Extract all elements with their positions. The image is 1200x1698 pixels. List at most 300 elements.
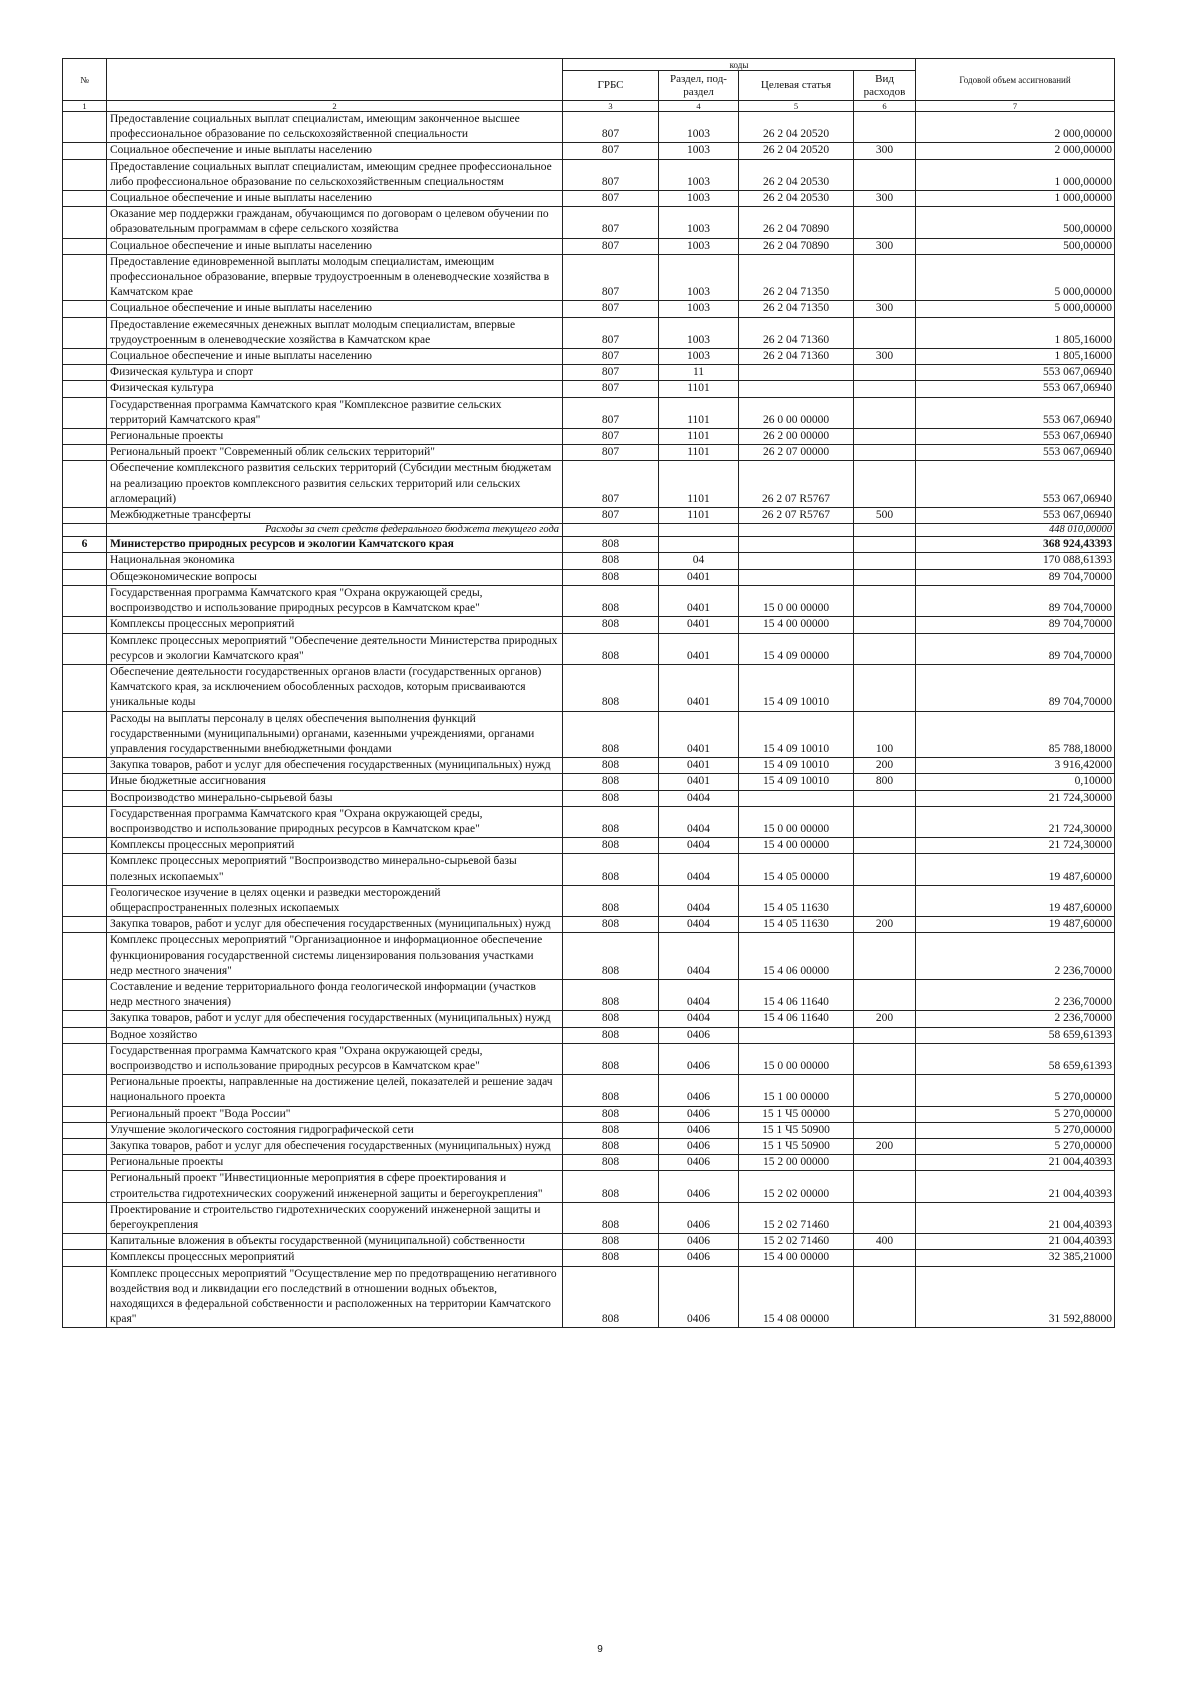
cell-name: Обеспечение деятельности государственных органов власти (государственных органов) Камчатского края, за исключением обособленных расходов, которым присваиваются уникальные коды <box>107 664 563 711</box>
cell-target: 15 4 09 10010 <box>739 664 854 711</box>
cell-name: Обеспечение комплексного развития сельских территорий (Субсидии местным бюджетам на реализацию проектов комплексного развития сельских территорий или сельских агломераций) <box>107 461 563 508</box>
cell-amount: 21 724,30000 <box>916 838 1115 854</box>
cell-section: 1003 <box>659 254 739 301</box>
cell-name: Общеэкономические вопросы <box>107 569 563 585</box>
cell-name: Оказание мер поддержки гражданам, обучающимся по договорам о целевом обучении по образовательным программам в сфере сельского хозяйства <box>107 207 563 238</box>
cell-section: 0404 <box>659 1011 739 1027</box>
cell-name: Социальное обеспечение и иные выплаты населению <box>107 238 563 254</box>
cell-num <box>63 838 107 854</box>
table-row <box>63 1075 1115 1106</box>
cell-grbs: 807 <box>563 508 659 524</box>
budget-table-sheet <box>62 58 1114 1328</box>
cell-section: 0406 <box>659 1139 739 1155</box>
header-section: Раздел, под-раздел <box>659 71 739 101</box>
cell-name: Предоставление социальных выплат специалистам, имеющим среднее профессиональное либо профессиональное образование по сельскохозяйственным специальностям <box>107 159 563 190</box>
cell-name: Комплексы процессных мероприятий <box>107 1250 563 1266</box>
cell-section <box>659 524 739 537</box>
table-row <box>63 159 1115 190</box>
cell-section: 0406 <box>659 1155 739 1171</box>
cell-target: 15 4 06 11640 <box>739 1011 854 1027</box>
cell-section: 0401 <box>659 617 739 633</box>
col-number-4: 4 <box>659 101 739 112</box>
table-row <box>63 774 1115 790</box>
cell-expense-type <box>854 664 916 711</box>
cell-grbs: 808 <box>563 1011 659 1027</box>
cell-grbs: 807 <box>563 349 659 365</box>
cell-section: 1003 <box>659 191 739 207</box>
cell-name: Закупка товаров, работ и услуг для обеспечения государственных (муниципальных) нужд <box>107 1139 563 1155</box>
cell-target: 15 4 09 10010 <box>739 711 854 758</box>
cell-section: 11 <box>659 365 739 381</box>
cell-num <box>63 979 107 1010</box>
col-number-2: 2 <box>107 101 563 112</box>
header-amount: Годовой объем ассигнований <box>916 59 1115 101</box>
cell-target <box>739 553 854 569</box>
cell-num <box>63 806 107 837</box>
cell-section: 1003 <box>659 143 739 159</box>
cell-section: 1101 <box>659 445 739 461</box>
cell-name: Государственная программа Камчатского края "Охрана окружающей среды, воспроизводство и использование природных ресурсов в Камчатском крае" <box>107 585 563 616</box>
cell-grbs: 807 <box>563 159 659 190</box>
cell-target: 15 0 00 00000 <box>739 806 854 837</box>
table-row <box>63 1171 1115 1202</box>
cell-section: 0406 <box>659 1250 739 1266</box>
cell-expense-type <box>854 1202 916 1233</box>
cell-name: Физическая культура <box>107 381 563 397</box>
cell-grbs: 808 <box>563 917 659 933</box>
cell-name: Воспроизводство минерально-сырьевой базы <box>107 790 563 806</box>
table-row <box>63 854 1115 885</box>
table-body <box>63 112 1115 1328</box>
col-number-3: 3 <box>563 101 659 112</box>
cell-num <box>63 1043 107 1074</box>
cell-target: 15 4 06 00000 <box>739 933 854 980</box>
cell-expense-type <box>854 617 916 633</box>
cell-amount: 553 067,06940 <box>916 445 1115 461</box>
cell-expense-type <box>854 633 916 664</box>
cell-section: 1003 <box>659 112 739 143</box>
cell-target <box>739 381 854 397</box>
table-row <box>63 790 1115 806</box>
cell-num <box>63 191 107 207</box>
cell-expense-type: 200 <box>854 1139 916 1155</box>
cell-section: 0404 <box>659 933 739 980</box>
table-row <box>63 112 1115 143</box>
table-row <box>63 1106 1115 1122</box>
cell-amount: 31 592,88000 <box>916 1266 1115 1328</box>
cell-section: 0406 <box>659 1075 739 1106</box>
cell-name: Расходы на выплаты персоналу в целях обеспечения выполнения функций государственными (муниципальными) органами, казенными учреждениями, органами управления государственными внебюджетными фондами <box>107 711 563 758</box>
cell-amount: 2 000,00000 <box>916 143 1115 159</box>
cell-name: Социальное обеспечение и иные выплаты населению <box>107 349 563 365</box>
table-row <box>63 885 1115 916</box>
cell-target: 26 2 04 20530 <box>739 159 854 190</box>
cell-target: 26 2 07 R5767 <box>739 461 854 508</box>
cell-grbs: 808 <box>563 537 659 553</box>
cell-section: 1101 <box>659 381 739 397</box>
cell-grbs: 807 <box>563 207 659 238</box>
cell-target: 15 1 Ч5 50900 <box>739 1122 854 1138</box>
cell-expense-type <box>854 1075 916 1106</box>
cell-amount: 89 704,70000 <box>916 585 1115 616</box>
cell-grbs: 808 <box>563 933 659 980</box>
cell-num <box>63 1122 107 1138</box>
cell-num <box>63 1011 107 1027</box>
cell-grbs: 808 <box>563 585 659 616</box>
cell-target <box>739 1027 854 1043</box>
cell-amount: 0,10000 <box>916 774 1115 790</box>
cell-name: Комплексы процессных мероприятий <box>107 617 563 633</box>
cell-expense-type <box>854 159 916 190</box>
table-row <box>63 569 1115 585</box>
cell-target: 15 4 00 00000 <box>739 838 854 854</box>
cell-amount: 5 270,00000 <box>916 1122 1115 1138</box>
cell-num <box>63 508 107 524</box>
cell-target: 15 4 05 11630 <box>739 885 854 916</box>
cell-section: 0406 <box>659 1043 739 1074</box>
cell-target: 26 2 04 20520 <box>739 112 854 143</box>
cell-name: Закупка товаров, работ и услуг для обеспечения государственных (муниципальных) нужд <box>107 917 563 933</box>
cell-grbs: 808 <box>563 1234 659 1250</box>
table-row <box>63 537 1115 553</box>
cell-target: 15 2 02 00000 <box>739 1171 854 1202</box>
cell-section: 1101 <box>659 397 739 428</box>
cell-num <box>63 758 107 774</box>
header-num: № <box>63 59 107 101</box>
table-row <box>63 524 1115 537</box>
cell-amount: 89 704,70000 <box>916 633 1115 664</box>
cell-num <box>63 397 107 428</box>
cell-amount: 1 805,16000 <box>916 349 1115 365</box>
cell-grbs: 808 <box>563 838 659 854</box>
cell-name: Государственная программа Камчатского края "Охрана окружающей среды, воспроизводство и использование природных ресурсов в Камчатском крае" <box>107 806 563 837</box>
cell-grbs: 808 <box>563 979 659 1010</box>
table-row <box>63 979 1115 1010</box>
cell-amount: 32 385,21000 <box>916 1250 1115 1266</box>
cell-amount: 21 004,40393 <box>916 1234 1115 1250</box>
cell-expense-type <box>854 429 916 445</box>
cell-target: 15 4 06 11640 <box>739 979 854 1010</box>
col-number-1: 1 <box>63 101 107 112</box>
cell-name: Закупка товаров, работ и услуг для обеспечения государственных (муниципальных) нужд <box>107 1011 563 1027</box>
cell-section: 1101 <box>659 461 739 508</box>
cell-target: 26 2 04 70890 <box>739 238 854 254</box>
cell-name: Предоставление ежемесячных денежных выплат молодым специалистам, впервые трудоустроенным в оленеводческие хозяйства в Камчатском крае <box>107 317 563 348</box>
cell-section: 0406 <box>659 1266 739 1328</box>
cell-amount: 89 704,70000 <box>916 664 1115 711</box>
cell-grbs: 808 <box>563 790 659 806</box>
cell-num <box>63 553 107 569</box>
cell-name: Улучшение экологического состояния гидрографической сети <box>107 1122 563 1138</box>
cell-section: 0401 <box>659 758 739 774</box>
cell-name: Капитальные вложения в объекты государственной (муниципальной) собственности <box>107 1234 563 1250</box>
cell-num <box>63 1171 107 1202</box>
header-expense-type: Вид расходов <box>854 71 916 101</box>
cell-name: Проектирование и строительство гидротехнических сооружений инженерной защиты и берегоукрепления <box>107 1202 563 1233</box>
cell-amount: 21 724,30000 <box>916 790 1115 806</box>
cell-expense-type: 300 <box>854 143 916 159</box>
cell-amount: 2 236,70000 <box>916 979 1115 1010</box>
cell-grbs: 808 <box>563 1155 659 1171</box>
cell-target: 15 0 00 00000 <box>739 585 854 616</box>
cell-name: Комплекс процессных мероприятий "Организационное и информационное обеспечение функционирования государственной системы лицензирования пользования участками недр местного значения" <box>107 933 563 980</box>
cell-num <box>63 381 107 397</box>
cell-amount: 1 000,00000 <box>916 191 1115 207</box>
cell-amount: 19 487,60000 <box>916 885 1115 916</box>
cell-grbs: 808 <box>563 553 659 569</box>
cell-target: 15 1 Ч5 50900 <box>739 1139 854 1155</box>
table-row <box>63 711 1115 758</box>
table-row <box>63 301 1115 317</box>
cell-target: 15 2 00 00000 <box>739 1155 854 1171</box>
cell-target: 26 2 07 00000 <box>739 445 854 461</box>
cell-grbs: 808 <box>563 1266 659 1328</box>
cell-target: 26 2 04 71360 <box>739 349 854 365</box>
cell-expense-type: 200 <box>854 917 916 933</box>
cell-amount: 553 067,06940 <box>916 397 1115 428</box>
table-row <box>63 381 1115 397</box>
cell-section: 0401 <box>659 585 739 616</box>
table-row <box>63 1202 1115 1233</box>
cell-expense-type: 100 <box>854 711 916 758</box>
cell-section: 1003 <box>659 207 739 238</box>
cell-target <box>739 790 854 806</box>
cell-amount: 553 067,06940 <box>916 429 1115 445</box>
cell-grbs: 808 <box>563 633 659 664</box>
cell-name: Предоставление единовременной выплаты молодым специалистам, имеющим профессиональное образование, впервые трудоустроенным в оленеводческие хозяйства в Камчатском крае <box>107 254 563 301</box>
cell-num <box>63 349 107 365</box>
cell-grbs: 807 <box>563 112 659 143</box>
table-row <box>63 1027 1115 1043</box>
cell-name: Комплекс процессных мероприятий "Обеспечение деятельности Министерства природных ресурсов и экологии Камчатского края" <box>107 633 563 664</box>
cell-name: Государственная программа Камчатского края "Комплексное развитие сельских территорий Камчатского края" <box>107 397 563 428</box>
cell-expense-type <box>854 1250 916 1266</box>
cell-target: 26 2 04 20520 <box>739 143 854 159</box>
cell-num <box>63 711 107 758</box>
cell-expense-type <box>854 112 916 143</box>
table-row <box>63 191 1115 207</box>
cell-target: 15 4 09 10010 <box>739 758 854 774</box>
table-row <box>63 1250 1115 1266</box>
cell-target: 15 4 08 00000 <box>739 1266 854 1328</box>
cell-expense-type <box>854 381 916 397</box>
cell-section: 0404 <box>659 917 739 933</box>
cell-grbs: 807 <box>563 191 659 207</box>
cell-amount: 368 924,43393 <box>916 537 1115 553</box>
cell-target: 26 2 04 71360 <box>739 317 854 348</box>
cell-expense-type: 300 <box>854 301 916 317</box>
cell-num <box>63 317 107 348</box>
cell-num <box>63 585 107 616</box>
page-number: 9 <box>597 1644 603 1655</box>
cell-section: 0401 <box>659 711 739 758</box>
cell-name: Комплекс процессных мероприятий "Воспроизводство минерально-сырьевой базы полезных ископаемых" <box>107 854 563 885</box>
cell-expense-type <box>854 1171 916 1202</box>
table-row <box>63 349 1115 365</box>
cell-num <box>63 461 107 508</box>
cell-target: 15 4 09 00000 <box>739 633 854 664</box>
cell-grbs: 807 <box>563 397 659 428</box>
cell-expense-type <box>854 397 916 428</box>
cell-expense-type <box>854 461 916 508</box>
table-row <box>63 254 1115 301</box>
cell-grbs: 808 <box>563 885 659 916</box>
cell-amount: 2 000,00000 <box>916 112 1115 143</box>
cell-amount: 19 487,60000 <box>916 917 1115 933</box>
cell-amount: 2 236,70000 <box>916 1011 1115 1027</box>
cell-target: 26 2 04 71350 <box>739 301 854 317</box>
cell-amount: 21 724,30000 <box>916 806 1115 837</box>
cell-num <box>63 664 107 711</box>
cell-target: 26 2 04 71350 <box>739 254 854 301</box>
cell-expense-type <box>854 553 916 569</box>
cell-amount: 89 704,70000 <box>916 617 1115 633</box>
cell-expense-type: 200 <box>854 758 916 774</box>
cell-num <box>63 617 107 633</box>
cell-amount: 1 805,16000 <box>916 317 1115 348</box>
cell-expense-type <box>854 537 916 553</box>
header-name <box>107 59 563 101</box>
cell-section: 0404 <box>659 806 739 837</box>
cell-expense-type: 800 <box>854 774 916 790</box>
cell-name: Геологическое изучение в целях оценки и разведки месторождений общераспространенных полезных ископаемых <box>107 885 563 916</box>
cell-section: 1003 <box>659 159 739 190</box>
cell-name: Региональный проект "Вода России" <box>107 1106 563 1122</box>
cell-target: 15 2 02 71460 <box>739 1202 854 1233</box>
cell-expense-type: 400 <box>854 1234 916 1250</box>
cell-num <box>63 774 107 790</box>
cell-grbs: 807 <box>563 365 659 381</box>
cell-section: 1003 <box>659 238 739 254</box>
table-row <box>63 758 1115 774</box>
cell-section: 0404 <box>659 885 739 916</box>
cell-amount: 85 788,18000 <box>916 711 1115 758</box>
cell-section: 0406 <box>659 1202 739 1233</box>
cell-num <box>63 238 107 254</box>
cell-grbs: 808 <box>563 569 659 585</box>
table-row <box>63 1139 1115 1155</box>
cell-expense-type <box>854 254 916 301</box>
cell-amount: 19 487,60000 <box>916 854 1115 885</box>
cell-name: Государственная программа Камчатского края "Охрана окружающей среды, воспроизводство и использование природных ресурсов в Камчатском крае" <box>107 1043 563 1074</box>
cell-section: 1101 <box>659 508 739 524</box>
table-row <box>63 238 1115 254</box>
cell-name: Социальное обеспечение и иные выплаты населению <box>107 143 563 159</box>
cell-num <box>63 445 107 461</box>
cell-target <box>739 365 854 381</box>
cell-grbs: 808 <box>563 711 659 758</box>
cell-num <box>63 1139 107 1155</box>
cell-expense-type: 300 <box>854 349 916 365</box>
cell-amount: 58 659,61393 <box>916 1043 1115 1074</box>
cell-grbs: 808 <box>563 617 659 633</box>
cell-section: 0404 <box>659 979 739 1010</box>
cell-grbs: 808 <box>563 1027 659 1043</box>
cell-name: Социальное обеспечение и иные выплаты населению <box>107 301 563 317</box>
cell-section: 1003 <box>659 317 739 348</box>
cell-name: Иные бюджетные ассигнования <box>107 774 563 790</box>
table-row <box>63 365 1115 381</box>
cell-amount: 553 067,06940 <box>916 508 1115 524</box>
cell-name: Региональные проекты <box>107 429 563 445</box>
cell-grbs: 807 <box>563 461 659 508</box>
cell-name: Комплекс процессных мероприятий "Осуществление мер по предотвращению негативного воздействия вод и ликвидации его последствий в отношении водных объектов, находящихся в федеральной собственности и расположенных на территории Камчатского края" <box>107 1266 563 1328</box>
table-row <box>63 1266 1115 1328</box>
cell-grbs: 808 <box>563 774 659 790</box>
cell-expense-type <box>854 1106 916 1122</box>
cell-grbs: 808 <box>563 664 659 711</box>
cell-num <box>63 301 107 317</box>
table-row <box>63 317 1115 348</box>
cell-num <box>63 933 107 980</box>
cell-expense-type <box>854 569 916 585</box>
cell-target: 15 2 02 71460 <box>739 1234 854 1250</box>
table-row <box>63 508 1115 524</box>
cell-name: Национальная экономика <box>107 553 563 569</box>
table-row <box>63 1122 1115 1138</box>
cell-name: Региональные проекты, направленные на достижение целей, показателей и решение задач национального проекта <box>107 1075 563 1106</box>
header-grbs: ГРБС <box>563 71 659 101</box>
table-row <box>63 429 1115 445</box>
cell-num <box>63 854 107 885</box>
table-row <box>63 617 1115 633</box>
cell-amount: 3 916,42000 <box>916 758 1115 774</box>
cell-grbs: 807 <box>563 317 659 348</box>
cell-section: 0404 <box>659 854 739 885</box>
cell-name: Межбюджетные трансферты <box>107 508 563 524</box>
col-number-5: 5 <box>739 101 854 112</box>
table-row <box>63 445 1115 461</box>
cell-num <box>63 159 107 190</box>
cell-target: 26 2 07 R5767 <box>739 508 854 524</box>
cell-name: Составление и ведение территориального фонда геологической информации (участков недр местного значения) <box>107 979 563 1010</box>
cell-grbs: 807 <box>563 254 659 301</box>
cell-target: 15 4 05 00000 <box>739 854 854 885</box>
cell-grbs: 808 <box>563 758 659 774</box>
cell-name: Расходы за счет средств федерального бюджета текущего года <box>107 524 563 537</box>
cell-grbs <box>563 524 659 537</box>
cell-num <box>63 1266 107 1328</box>
table-row <box>63 806 1115 837</box>
cell-amount: 448 010,00000 <box>916 524 1115 537</box>
cell-section: 04 <box>659 553 739 569</box>
cell-amount: 500,00000 <box>916 238 1115 254</box>
cell-num <box>63 885 107 916</box>
cell-amount: 5 000,00000 <box>916 254 1115 301</box>
table-row <box>63 917 1115 933</box>
table-row <box>63 207 1115 238</box>
cell-target: 15 0 00 00000 <box>739 1043 854 1074</box>
cell-grbs: 808 <box>563 1139 659 1155</box>
cell-section <box>659 537 739 553</box>
cell-section: 0406 <box>659 1234 739 1250</box>
cell-section: 1003 <box>659 301 739 317</box>
cell-name: Закупка товаров, работ и услуг для обеспечения государственных (муниципальных) нужд <box>107 758 563 774</box>
cell-grbs: 808 <box>563 1122 659 1138</box>
cell-amount: 553 067,06940 <box>916 381 1115 397</box>
cell-target: 15 4 09 10010 <box>739 774 854 790</box>
cell-amount: 5 270,00000 <box>916 1106 1115 1122</box>
table-row <box>63 553 1115 569</box>
cell-amount: 58 659,61393 <box>916 1027 1115 1043</box>
cell-num <box>63 207 107 238</box>
cell-num <box>63 143 107 159</box>
cell-name: Социальное обеспечение и иные выплаты населению <box>107 191 563 207</box>
header-codes: коды <box>563 59 916 71</box>
cell-num <box>63 1075 107 1106</box>
table-row <box>63 1155 1115 1171</box>
cell-target: 15 4 00 00000 <box>739 617 854 633</box>
